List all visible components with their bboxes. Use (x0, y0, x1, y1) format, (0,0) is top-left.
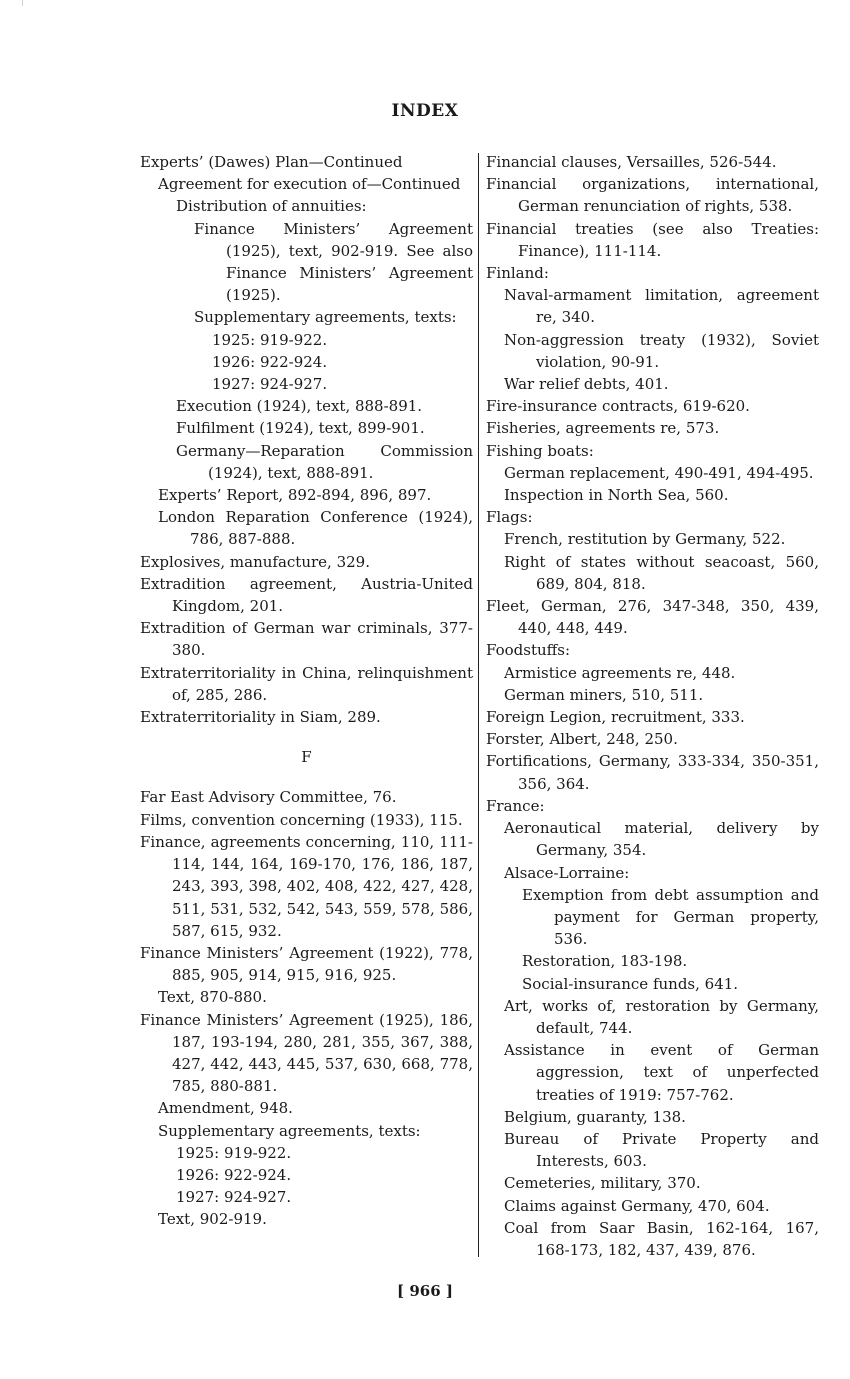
index-entry: German replacement, 490-491, 494-495. (504, 463, 814, 482)
scan-edge-mark (22, 0, 23, 6)
index-entry: Supplementary agreements, texts: (158, 1121, 421, 1140)
index-entry: Assistance in event of German aggression, text of unperfected treaties of 1919: 757-762. (504, 1041, 819, 1104)
index-entry: Art, works of, restoration by Germany, default, 744. (504, 996, 819, 1037)
index-entry: 1925: 919-922. (212, 330, 328, 349)
index-entry: Armistice agreements re, 448. (504, 663, 736, 682)
index-entry: Finance Ministers’ Agreement (1925), 186, 187, 193-194, 280, 281, 355, 367, 388, 427, 442, 443, 445, 537, 630, 668, 778, 785, 880-881. (140, 1010, 473, 1096)
page-title: INDEX (391, 101, 459, 121)
index-entry: Extradition agreement, Austria-United Kingdom, 201. (140, 574, 473, 616)
index-entry: London Reparation Conference (1924), 786, 887-888. (158, 508, 473, 549)
section-letter: F (301, 748, 312, 767)
index-entry: German miners, 510, 511. (504, 685, 704, 704)
index-entry: Bureau of Private Property and Interests, 603. (504, 1129, 819, 1171)
index-entry: Extradition of German war criminals, 377-380. (140, 619, 473, 660)
index-entry: Films, convention concerning (1933), 115. (140, 810, 463, 829)
index-entry: Fleet, German, 276, 347-348, 350, 439, 440, 448, 449. (486, 597, 819, 638)
index-entry: Finance, agreements concerning, 110, 111-114, 144, 164, 169-170, 176, 186, 187, 243, 393, 398, 402, 408, 422, 427, 428, 511, 531, 532, 542, 543, 559, 578, 586, 587, 615, 932. (140, 832, 473, 940)
index-entry: Restoration, 183-198. (522, 952, 688, 971)
index-entry: Finland: (486, 264, 549, 283)
index-entry: Financial clauses, Versailles, 526-544. (486, 153, 777, 171)
index-entry: Fisheries, agreements re, 573. (486, 419, 720, 438)
index-entry: French, restitution by Germany, 522. (504, 530, 786, 549)
index-entry: Foreign Legion, recruitment, 333. (486, 708, 745, 727)
index-entry: Coal from Saar Basin, 162-164, 167, 168-173, 182, 437, 439, 876. (504, 1218, 819, 1259)
index-entry: Right of states without seacoast, 560, 689, 804, 818. (504, 552, 819, 593)
index-column-left (140, 151, 473, 1231)
index-entry: Germany—Reparation Commission (1924), text, 888-891. (176, 441, 473, 482)
index-column-right (486, 151, 819, 1261)
index-entry: 1927: 924-927. (212, 375, 328, 394)
index-entry: Non-aggression treaty (1932), Soviet violation, 90-91. (504, 330, 819, 371)
index-entry: 1926: 922-924. (212, 352, 328, 371)
index-entry: Extraterritoriality in China, relinquishment of, 285, 286. (140, 663, 473, 704)
index-entry: Experts’ Report, 892-894, 896, 897. (158, 486, 432, 505)
index-entry: War relief debts, 401. (504, 375, 669, 394)
index-entry: Finance Ministers’ Agreement (1922), 778, 885, 905, 914, 915, 916, 925. (140, 943, 473, 985)
index-entry: Explosives, manufacture, 329. (140, 552, 370, 571)
index-entry: Fire-insurance contracts, 619-620. (486, 397, 750, 416)
index-entry: Flags: (486, 508, 533, 527)
column-divider (478, 153, 479, 1257)
index-entry: Finance Ministers’ Agreement (1925), text, 902-919. See also Finance Ministers’ Agreement (1925). (194, 219, 473, 305)
index-entry: Distribution of annuities: (176, 197, 367, 216)
index-entry: Text, 902-919. (158, 1210, 267, 1229)
index-entry: Supplementary agreements, texts: (194, 308, 457, 327)
index-entry: 1925: 919-922. (176, 1143, 292, 1162)
index-entry: Financial organizations, international, German renunciation of rights, 538. (486, 175, 819, 216)
index-entry: Forster, Albert, 248, 250. (486, 730, 678, 749)
index-entry: 1927: 924-927. (176, 1188, 292, 1207)
index-entry: Experts’ (Dawes) Plan—Continued (140, 153, 403, 171)
index-entry: Amendment, 948. (158, 1099, 293, 1118)
index-entry: Alsace-Lorraine: (504, 863, 630, 882)
index-entry: Claims against Germany, 470, 604. (504, 1196, 770, 1215)
index-entry: France: (486, 796, 545, 815)
index-entry: Fishing boats: (486, 441, 594, 460)
index-entry: Belgium, guaranty, 138. (504, 1107, 686, 1126)
index-entry: Agreement for execution of—Continued (158, 175, 461, 194)
index-entry: Fulfilment (1924), text, 899-901. (176, 419, 425, 438)
index-entry: Inspection in North Sea, 560. (504, 486, 729, 505)
index-entry: Cemeteries, military, 370. (504, 1174, 701, 1193)
index-entry: Foodstuffs: (486, 641, 571, 660)
index-entry: Naval-armament limitation, agreement re, 340. (504, 286, 819, 327)
index-entry: Execution (1924), text, 888-891. (176, 397, 423, 416)
index-entry: Financial treaties (see also Treaties: Finance), 111-114. (486, 219, 819, 260)
index-entry: Aeronautical material, delivery by Germany, 354. (504, 819, 819, 860)
index-entry: 1926: 922-924. (176, 1165, 292, 1184)
page-number: [ 966 ] (397, 1282, 453, 1300)
index-entry: Exemption from debt assumption and payment for German property, 536. (522, 885, 819, 949)
index-entry: Fortifications, Germany, 333-334, 350-351, 356, 364. (486, 752, 819, 793)
index-entry: Text, 870-880. (158, 988, 267, 1007)
index-entry: Far East Advisory Committee, 76. (140, 788, 397, 807)
index-entry: Extraterritoriality in Siam, 289. (140, 708, 381, 727)
index-entry: Social-insurance funds, 641. (522, 974, 739, 993)
